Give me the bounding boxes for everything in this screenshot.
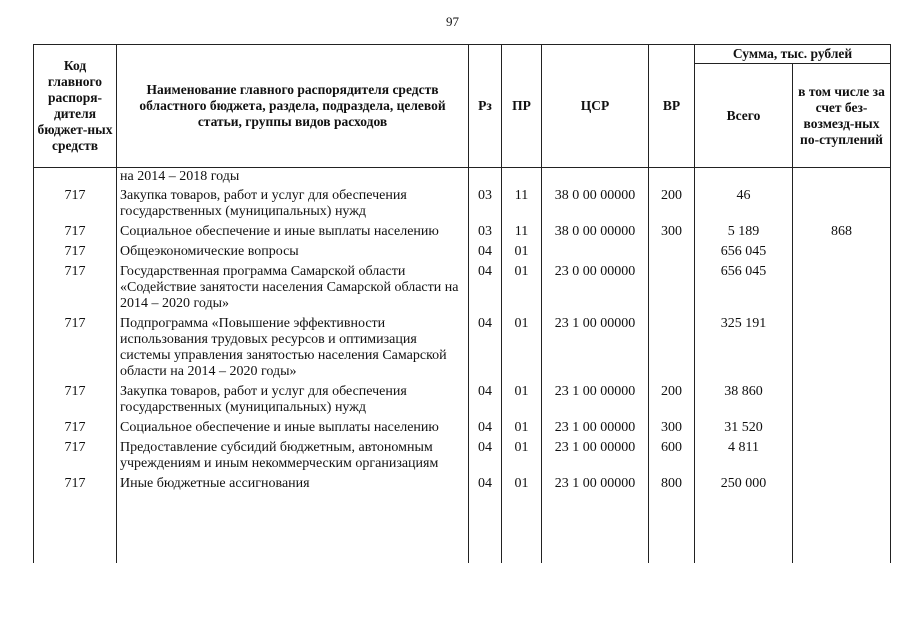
header-vr: ВР xyxy=(649,45,695,168)
rz-cell: 04 xyxy=(469,473,502,493)
total-cell: 656 045 xyxy=(695,261,793,313)
table-row xyxy=(34,381,891,417)
incl-cell xyxy=(793,381,891,417)
table-bottom-space xyxy=(34,493,891,563)
vr-cell: 800 xyxy=(649,473,695,493)
pr-cell: 01 xyxy=(502,473,542,493)
rz-cell: 04 xyxy=(469,437,502,473)
code-cell: 717 xyxy=(34,185,117,221)
incl-cell xyxy=(793,437,891,473)
table-row xyxy=(34,417,891,437)
header-total: Всего xyxy=(695,64,793,168)
vr-cell xyxy=(649,241,695,261)
table-row xyxy=(34,241,891,261)
csr-cell: 23 1 00 00000 xyxy=(542,437,649,473)
code-cell: 717 xyxy=(34,313,117,381)
code-cell: 717 xyxy=(34,437,117,473)
incl-cell xyxy=(793,473,891,493)
pr-cell: 01 xyxy=(502,381,542,417)
header-sum-group: Сумма, тыс. рублей xyxy=(695,45,891,64)
code-cell: 717 xyxy=(34,417,117,437)
pr-cell: 01 xyxy=(502,261,542,313)
total-cell: 5 189 xyxy=(695,221,793,241)
csr-cell: 23 1 00 00000 xyxy=(542,313,649,381)
csr-cell: 23 1 00 00000 xyxy=(542,417,649,437)
table-row xyxy=(34,313,891,381)
name-cell: Предоставление субсидий бюджетным, автономным учреждениям и иным некоммерческим организациям xyxy=(117,437,469,473)
name-cell: Государственная программа Самарской области «Содействие занятости населения Самарской области на 2014 – 2020 годы» xyxy=(117,261,469,313)
total-cell: 38 860 xyxy=(695,381,793,417)
pr-cell: 01 xyxy=(502,417,542,437)
table-row xyxy=(34,437,891,473)
budget-table xyxy=(33,44,891,563)
csr-cell: 23 1 00 00000 xyxy=(542,473,649,493)
vr-cell xyxy=(649,313,695,381)
pr-cell: 01 xyxy=(502,241,542,261)
rz-cell: 04 xyxy=(469,417,502,437)
incl-cell: 868 xyxy=(793,221,891,241)
pr-cell: 11 xyxy=(502,185,542,221)
code-cell: 717 xyxy=(34,381,117,417)
rz-cell: 04 xyxy=(469,261,502,313)
csr-cell: 23 0 00 00000 xyxy=(542,261,649,313)
continuation-row xyxy=(34,168,891,186)
name-cell: Социальное обеспечение и иные выплаты населению xyxy=(117,221,469,241)
rz-cell: 03 xyxy=(469,185,502,221)
vr-cell: 200 xyxy=(649,381,695,417)
name-cell: Социальное обеспечение и иные выплаты населению xyxy=(117,417,469,437)
rz-cell: 04 xyxy=(469,381,502,417)
pr-cell: 01 xyxy=(502,437,542,473)
table-row xyxy=(34,261,891,313)
code-cell: 717 xyxy=(34,221,117,241)
table-row xyxy=(34,473,891,493)
csr-cell: 23 1 00 00000 xyxy=(542,381,649,417)
name-cell: Иные бюджетные ассигнования xyxy=(117,473,469,493)
csr-cell: 38 0 00 00000 xyxy=(542,185,649,221)
page-number: 97 xyxy=(446,14,459,29)
rz-cell: 04 xyxy=(469,313,502,381)
incl-cell xyxy=(793,241,891,261)
total-cell: 31 520 xyxy=(695,417,793,437)
total-cell: 46 xyxy=(695,185,793,221)
incl-cell xyxy=(793,313,891,381)
csr-cell: 38 0 00 00000 xyxy=(542,221,649,241)
pr-cell: 01 xyxy=(502,313,542,381)
vr-cell: 200 xyxy=(649,185,695,221)
code-cell: 717 xyxy=(34,473,117,493)
header-csr: ЦСР xyxy=(542,45,649,168)
name-cell: Закупка товаров, работ и услуг для обеспечения государственных (муниципальных) нужд xyxy=(117,185,469,221)
header-name: Наименование главного распорядителя средств областного бюджета, раздела, подраздела, целевой статьи, группы видов расходов xyxy=(117,45,469,168)
incl-cell xyxy=(793,417,891,437)
rz-cell: 03 xyxy=(469,221,502,241)
code-cell: 717 xyxy=(34,241,117,261)
header-incl: в том числе за счет без-возмезд-ных по-ступлений xyxy=(793,64,891,168)
total-cell: 325 191 xyxy=(695,313,793,381)
vr-cell xyxy=(649,261,695,313)
name-cell: Подпрограмма «Повышение эффективности использования трудовых ресурсов и оптимизация системы управления занятостью населения Самарской области на 2014 – 2020 годы» xyxy=(117,313,469,381)
name-cell: Общеэкономические вопросы xyxy=(117,241,469,261)
header-code: Код главного распоря-дителя бюджет-ных средств xyxy=(34,45,117,168)
continuation-text: на 2014 – 2018 годы xyxy=(117,168,469,186)
table-row xyxy=(34,221,891,241)
incl-cell xyxy=(793,185,891,221)
name-cell: Закупка товаров, работ и услуг для обеспечения государственных (муниципальных) нужд xyxy=(117,381,469,417)
header-pr: ПР xyxy=(502,45,542,168)
rz-cell: 04 xyxy=(469,241,502,261)
csr-cell xyxy=(542,241,649,261)
vr-cell: 600 xyxy=(649,437,695,473)
vr-cell: 300 xyxy=(649,221,695,241)
total-cell: 656 045 xyxy=(695,241,793,261)
header-rz: Рз xyxy=(469,45,502,168)
total-cell: 4 811 xyxy=(695,437,793,473)
pr-cell: 11 xyxy=(502,221,542,241)
table-row xyxy=(34,185,891,221)
vr-cell: 300 xyxy=(649,417,695,437)
incl-cell xyxy=(793,261,891,313)
total-cell: 250 000 xyxy=(695,473,793,493)
code-cell: 717 xyxy=(34,261,117,313)
